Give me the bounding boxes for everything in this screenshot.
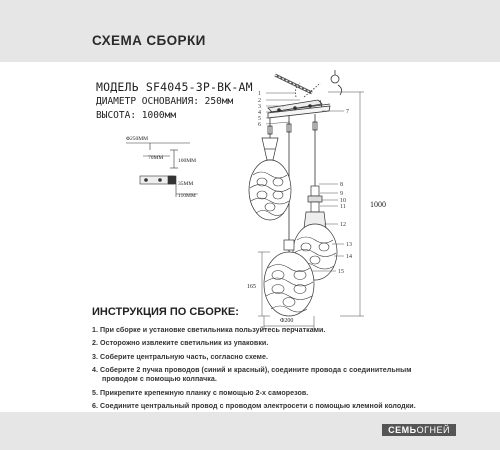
callout-6: 6 (258, 122, 261, 128)
total-height-label: 1000 (370, 200, 386, 209)
instruction-step: 1. При сборке и установке светильника пользуйтесь перчатками. (92, 326, 326, 334)
callout-5: 5 (258, 116, 261, 122)
callout-numbers-right (338, 109, 352, 275)
instruction-step: 3. Соберите центральную часть, согласно схеме. (92, 352, 268, 361)
instructions-title: ИНСТРУКЦИЯ ПО СБОРКЕ: (92, 306, 239, 318)
callout-10: 10 (340, 198, 346, 204)
header-bar (0, 0, 500, 62)
callout-15: 15 (338, 269, 344, 275)
brand-logo (382, 424, 456, 436)
brand-bold: СЕМЬ (388, 425, 417, 435)
callout-13: 13 (346, 242, 352, 248)
brand-light: ОГНЕЙ (416, 425, 450, 435)
shade-height-label: 165 (247, 284, 256, 290)
callout-12: 12 (340, 222, 346, 228)
callout-11: 11 (340, 204, 346, 210)
mount-side-label: 35MM (178, 181, 194, 187)
callout-9: 9 (340, 191, 343, 197)
instruction-step: 6. Соедините центральный провод с проводом электросети с помощью клемной колодки. (92, 402, 416, 410)
callout-3: 3 (258, 104, 261, 110)
model-label: МОДЕЛЬ SF4045-3P-BK-AM (96, 80, 253, 94)
assembly-diagram (0, 60, 500, 324)
mount-dimensions (126, 136, 196, 199)
mount-height-label: 100MM (178, 158, 197, 164)
instruction-step: 5. Прикрепите крепежную планку с помощью 2-х саморезов. (92, 388, 309, 397)
callout-4: 4 (258, 110, 261, 116)
ceiling-bracket (275, 70, 342, 95)
height-label: ВЫСОТА: 1000мм (96, 110, 177, 121)
callout-numbers-left (258, 91, 261, 128)
pendant-shade-left (249, 138, 291, 220)
mount-bottom-label: 110MM (178, 193, 196, 199)
callout-14: 14 (346, 254, 352, 260)
shade-diameter-label: Φ200 (280, 318, 294, 324)
callout-2: 2 (258, 98, 261, 104)
callout-8: 8 (340, 182, 343, 188)
page-title: СХЕМА СБОРКИ (92, 33, 206, 48)
mount-detail (126, 143, 198, 197)
callout-7: 7 (346, 109, 349, 115)
instruction-step: 4. Соберите 2 пучка проводов (синий и красный), соедините провода с соединительным (92, 365, 412, 374)
base-diameter-label: Φ250MM (126, 136, 149, 142)
callout-1: 1 (258, 91, 261, 97)
instructions-list (92, 326, 416, 412)
total-height-dimension (328, 92, 364, 316)
instruction-step: 2. Осторожно извлеките светильник из упаковки. (92, 339, 269, 348)
mount-width-label: 70MM (148, 155, 164, 161)
diameter-label: ДИАМЕТР ОСНОВАНИЯ: 250мм (96, 96, 234, 107)
instruction-step: проводом с помощью колпачка. (102, 375, 217, 384)
